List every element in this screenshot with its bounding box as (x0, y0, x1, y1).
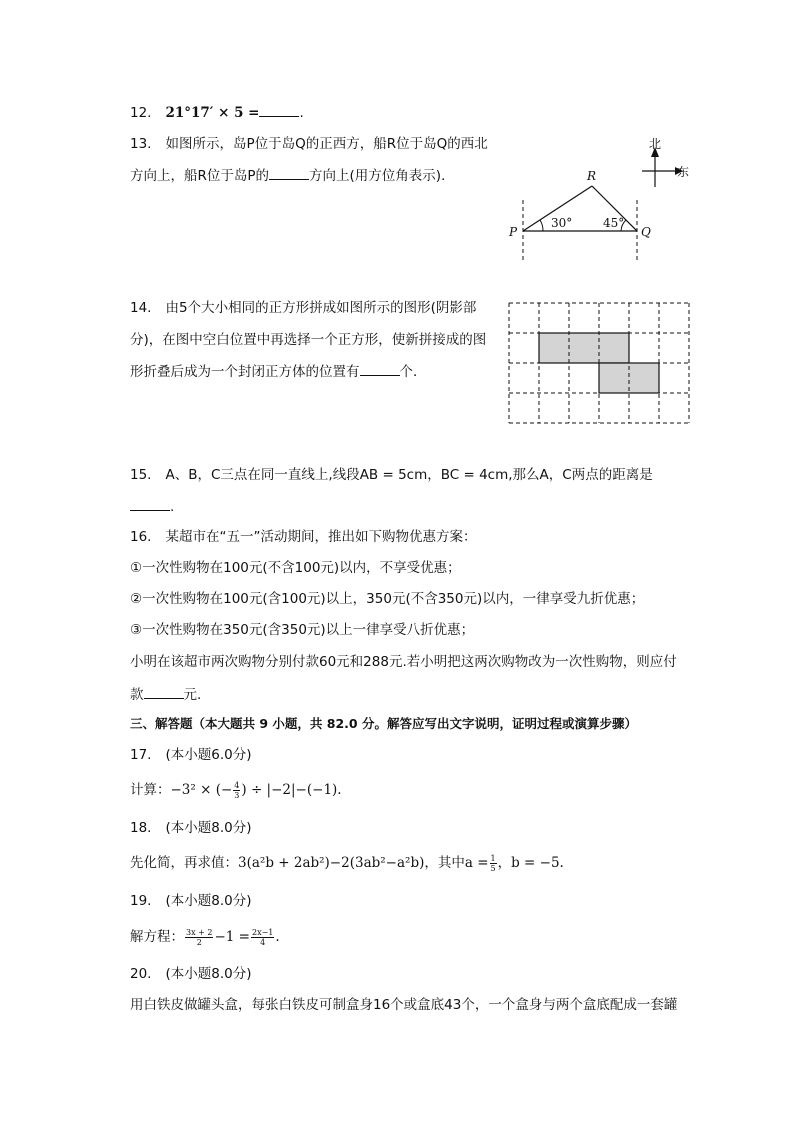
question-score: (本小题8.0分) (165, 893, 252, 909)
q16-offer-1: ①一次性购物在100元(不含100元)以内，不享受优惠； (130, 560, 461, 576)
dashed-grid (509, 303, 689, 423)
denominator: 3 (234, 790, 240, 800)
fraction (185, 928, 213, 947)
question-number: 12. (130, 105, 152, 121)
q17-expression: ) ÷ |−2|−(−1). (241, 782, 342, 798)
fraction (233, 781, 240, 800)
question-number: 18. (130, 820, 152, 836)
question-score: (本小题6.0分) (165, 747, 252, 763)
answer-blank (269, 165, 309, 180)
point-r-label: R (587, 169, 597, 183)
question-number: 20. (130, 966, 152, 982)
q16-offer-3: ③一次性购物在350元(含350元)以上一律享受八折优惠； (130, 622, 475, 638)
q15-text: A、B，C三点在同一直线上,线段AB = 5cm，BC = 4cm,那么A，C两点的距离是 (165, 467, 653, 483)
angle-p-arc (540, 220, 543, 231)
q12-line (130, 102, 304, 123)
numerator: 4 (234, 780, 240, 790)
q16-text: 款 (130, 687, 144, 703)
q19-expression: −1 = (214, 929, 250, 945)
q12-tail: . (299, 105, 304, 121)
q16-text: 小明在该超市两次购物分别付款60元和288元.若小明把这两次购物改为一次性购物，则应付 (130, 654, 677, 670)
q20-text: 用白铁皮做罐头盒，每张白铁皮可制盒身16个或盒底43个，一个盒身与两个盒底配成一套罐 (130, 997, 678, 1013)
q18-expression: ，b = −5. (497, 855, 564, 871)
q16-item3 (130, 620, 474, 640)
direction-triangle-figure (505, 135, 695, 265)
question-number: 13. (130, 136, 152, 152)
q14-text: 分)，在图中空白位置中再选择一个正方形，使新拼接成的图 (130, 332, 487, 348)
q16-text: 某超市在“五一”活动期间，推出如下购物优惠方案： (165, 529, 477, 545)
q20-line1 (130, 995, 677, 1015)
q13-text: 方向上，船R位于岛P的 (130, 168, 270, 184)
question-number: 15. (130, 467, 152, 483)
numerator: 2x−1 (252, 927, 274, 937)
angle-q-label: 45° (603, 216, 625, 230)
square-grid-figure (508, 302, 690, 424)
q16-item1 (130, 558, 461, 578)
q16-line1 (130, 527, 476, 547)
question-number: 14. (130, 300, 152, 316)
angle-p-label: 30° (551, 216, 573, 230)
q17-expression: −3² × (− (170, 782, 233, 798)
q16-item2 (130, 589, 644, 609)
q19-expression: . (275, 929, 280, 945)
q14-line3 (130, 361, 427, 382)
q12-expression: 21°17′ × 5 = (165, 105, 260, 121)
denominator: 5 (490, 863, 496, 873)
answer-blank (144, 684, 184, 699)
q17-prefix: 计算： (130, 782, 171, 798)
q15-line2 (130, 496, 174, 517)
question-number: 17. (130, 747, 152, 763)
q20-header (130, 964, 252, 984)
denominator: 4 (260, 937, 266, 947)
q16-offer-2: ②一次性购物在100元(含100元)以上，350元(不含350元)以内，一律享受九折优惠； (130, 591, 645, 607)
q16-line6 (130, 684, 201, 705)
q16-text: 元. (183, 687, 202, 703)
shaded-squares-top (539, 333, 629, 363)
numerator: 3x + 2 (186, 927, 213, 937)
q14-text: 个． (399, 364, 427, 380)
answer-blank (259, 102, 299, 117)
q18-body (130, 853, 564, 873)
q14-text: 由5个大小相同的正方形拼成如图所示的图形(阴影部 (165, 300, 477, 316)
fraction (251, 928, 274, 947)
q17-header (130, 745, 252, 765)
q19-prefix: 解方程： (130, 929, 184, 945)
north-label: 北 (649, 137, 662, 151)
q18-expression: 3(a²b + 2ab²)−2(3ab²−a²b)，其中a = (238, 855, 489, 871)
q18-prefix: 先化简，再求值： (130, 855, 238, 871)
answer-blank (130, 496, 170, 511)
point-q-label: Q (641, 225, 651, 239)
q15-tail: . (170, 499, 175, 515)
q14-line1 (130, 298, 476, 318)
q14-text: 形折叠后成为一个封闭正方体的位置有 (130, 364, 360, 380)
question-number: 19. (130, 893, 152, 909)
q18-header (130, 818, 252, 838)
q14-line2 (130, 330, 486, 350)
question-score: (本小题8.0分) (165, 966, 252, 982)
answer-blank (360, 361, 400, 376)
east-label: 东 (677, 165, 690, 179)
question-number: 16. (130, 529, 152, 545)
q17-body (130, 780, 342, 800)
question-score: (本小题8.0分) (165, 820, 252, 836)
denominator: 2 (196, 937, 202, 947)
q19-header (130, 891, 252, 911)
q16-line5 (130, 652, 677, 672)
q13-line2 (130, 165, 455, 186)
q13-line1 (130, 134, 488, 154)
q13-text: 方向上(用方位角表示)． (309, 168, 455, 184)
fraction (490, 854, 497, 873)
point-p-label: P (509, 225, 518, 239)
q15-line1 (130, 465, 653, 485)
numerator: 1 (490, 853, 496, 863)
q19-body (130, 927, 280, 947)
q13-text: 如图所示，岛P位于岛Q的正西方，船R位于岛Q的西北 (165, 136, 488, 152)
section-heading: 三、解答题（本大题共 9 小题，共 82.0 分。解答应写出文字说明，证明过程或演算步骤） (130, 716, 637, 731)
